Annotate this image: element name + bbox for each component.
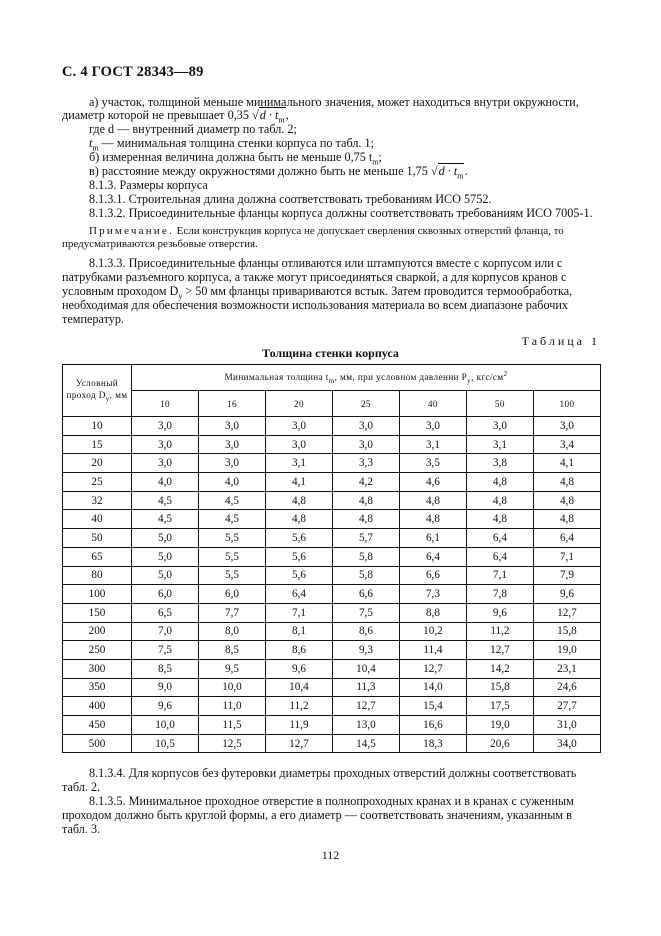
column-group-header: Минимальная толщина $t_m$, мм, при условном давлении $P_y$, кгс/$см^2$ [132, 365, 601, 391]
table-row [63, 678, 601, 697]
thickness-cell: 4,8 [466, 473, 533, 492]
thickness-cell: 7,1 [533, 547, 600, 566]
thickness-cell: 9,6 [466, 603, 533, 622]
thickness-cell: 6,5 [132, 603, 199, 622]
section-8-1-3-3-line-2: патрубками разъемного корпуса, а также могут присоединяться сваркой, а для корпусов кранов с [62, 270, 567, 284]
nominal-bore-cell: 150 [63, 603, 132, 622]
thickness-cell: 6,0 [198, 585, 265, 604]
thickness-cell: 8,0 [198, 622, 265, 641]
nominal-bore-cell: 65 [63, 547, 132, 566]
sqrt-symbol: √ [252, 108, 259, 122]
thickness-cell: 12,5 [198, 734, 265, 753]
nominal-bore-cell: 300 [63, 659, 132, 678]
section-8-1-3-5-line-3: табл. 3. [62, 822, 101, 836]
thickness-cell: 3,0 [533, 417, 600, 436]
table-row [63, 529, 601, 548]
thickness-cell: 10,0 [132, 716, 199, 735]
section-8-1-3-3-line-1: 8.1.3.3. Присоединительные фланцы отливаются или штампуются вместе с корпусом или с [89, 256, 563, 270]
table-row [63, 473, 601, 492]
pressure-header: 10 [132, 391, 199, 417]
thickness-cell: 7,0 [132, 622, 199, 641]
thickness-cell: 15,8 [466, 678, 533, 697]
thickness-cell: 7,9 [533, 566, 600, 585]
section-8-1-3-4-line-1: 8.1.3.4. Для корпусов без футеровки диаметры проходных отверстий должны соответствовать [89, 766, 577, 780]
thickness-cell: 3,0 [399, 417, 466, 436]
radicand: $d \cdot t_m$ [259, 108, 285, 125]
thickness-cell: 4,5 [198, 491, 265, 510]
nominal-bore-cell: 10 [63, 417, 132, 436]
thickness-cell: 31,0 [533, 716, 600, 735]
table-row [63, 435, 601, 454]
thickness-cell: 5,8 [332, 547, 399, 566]
nominal-bore-cell: 450 [63, 716, 132, 735]
thickness-cell: 4,1 [533, 454, 600, 473]
nominal-bore-cell: 50 [63, 529, 132, 548]
thickness-cell: 13,0 [332, 716, 399, 735]
note-line-2: предусматриваются резьбовые отверстия. [62, 238, 258, 250]
thickness-cell: 7,8 [466, 585, 533, 604]
thickness-cell: 7,5 [332, 603, 399, 622]
thickness-cell: 6,4 [399, 547, 466, 566]
thickness-cell: 10,0 [198, 678, 265, 697]
thickness-cell: 4,5 [132, 510, 199, 529]
thickness-cell: 3,1 [265, 454, 332, 473]
table-row [63, 641, 601, 660]
nominal-bore-cell: 25 [63, 473, 132, 492]
thickness-cell: 7,7 [198, 603, 265, 622]
note-label: Примечание. [89, 225, 174, 237]
thickness-cell: 6,4 [265, 585, 332, 604]
thickness-cell: 8,8 [399, 603, 466, 622]
pressure-header: 16 [198, 391, 265, 417]
pressure-header: 40 [399, 391, 466, 417]
table-row [63, 697, 601, 716]
item-a-line-2: диаметр которой не превышает 0,35 $√d \cdot t_m$, [62, 108, 289, 125]
thickness-cell: 4,8 [332, 491, 399, 510]
thickness-cell: 3,0 [132, 417, 199, 436]
thickness-cell: 5,6 [265, 566, 332, 585]
thickness-cell: 19,0 [533, 641, 600, 660]
thickness-cell: 10,5 [132, 734, 199, 753]
thickness-cell: 4,8 [533, 510, 600, 529]
nominal-bore-cell: 15 [63, 435, 132, 454]
thickness-cell: 3,0 [132, 454, 199, 473]
thickness-cell: 4,8 [533, 473, 600, 492]
thickness-cell: 4,5 [198, 510, 265, 529]
pressure-header: 20 [265, 391, 332, 417]
thickness-cell: 4,8 [466, 491, 533, 510]
pressure-header: 100 [533, 391, 600, 417]
thickness-cell: 34,0 [533, 734, 600, 753]
thickness-cell: 3,0 [466, 417, 533, 436]
section-8-1-3: 8.1.3. Размеры корпуса [89, 178, 208, 192]
section-8-1-3-3-line-4: необходимая для обеспечения возможности использования материала во всем диапазоне рабочих [62, 298, 569, 312]
thickness-cell: 5,7 [332, 529, 399, 548]
thickness-cell: 3,4 [533, 435, 600, 454]
thickness-cell: 6,4 [466, 547, 533, 566]
thickness-cell: 4,2 [332, 473, 399, 492]
thickness-cell: 5,0 [132, 547, 199, 566]
section-8-1-3-3-line-3: условным проходом $D_y > 50$ мм фланцы привариваются встык. Затем проводится термообработка, [62, 284, 573, 301]
thickness-cell: 4,8 [265, 510, 332, 529]
thickness-cell: 24,6 [533, 678, 600, 697]
thickness-cell: 9,5 [198, 659, 265, 678]
thickness-cell: 12,7 [399, 659, 466, 678]
item-a-line-1: а) участок, толщиной меньше минимального значения, может находиться внутри окружности, [89, 95, 579, 109]
thickness-cell: 11,9 [265, 716, 332, 735]
thickness-cell: 11,3 [332, 678, 399, 697]
table-row [63, 491, 601, 510]
wall-thickness-table [62, 364, 601, 753]
thickness-cell: 9,3 [332, 641, 399, 660]
nominal-bore-cell: 500 [63, 734, 132, 753]
thickness-cell: 5,5 [198, 547, 265, 566]
table-row [63, 659, 601, 678]
section-8-1-3-5-line-2: проходом должно быть круглой формы, а его диаметр — соответствовать значениям, указанным в [62, 808, 572, 822]
thickness-cell: 5,0 [132, 566, 199, 585]
pressure-header: 25 [332, 391, 399, 417]
thickness-cell: 6,6 [399, 566, 466, 585]
thickness-cell: 27,7 [533, 697, 600, 716]
thickness-cell: 3,0 [332, 417, 399, 436]
nominal-bore-cell: 20 [63, 454, 132, 473]
thickness-cell: 3,8 [466, 454, 533, 473]
thickness-cell: 17,5 [466, 697, 533, 716]
thickness-cell: 4,5 [132, 491, 199, 510]
section-8-1-3-5-line-1: 8.1.3.5. Минимальное проходное отверстие в полнопроходных кранах и в кранах с суженным [89, 794, 574, 808]
section-8-1-3-3-line-5: температур. [62, 312, 124, 326]
table-row [63, 603, 601, 622]
thickness-cell: 8,5 [132, 659, 199, 678]
thickness-cell: 5,5 [198, 566, 265, 585]
radicand: $d \cdot t_m$ [438, 164, 464, 181]
nominal-bore-cell: 40 [63, 510, 132, 529]
thickness-cell: 4,1 [265, 473, 332, 492]
thickness-cell: 6,1 [399, 529, 466, 548]
thickness-cell: 3,0 [332, 435, 399, 454]
thickness-cell: 3,0 [198, 417, 265, 436]
section-8-1-3-2: 8.1.3.2. Присоединительные фланцы корпуса должны соответствовать требованиям ИСО 7005-1. [89, 206, 593, 220]
thickness-cell: 11,5 [198, 716, 265, 735]
thickness-cell: 3,0 [198, 435, 265, 454]
thickness-cell: 3,3 [332, 454, 399, 473]
nominal-bore-cell: 350 [63, 678, 132, 697]
nominal-bore-cell: 200 [63, 622, 132, 641]
table-row [63, 585, 601, 604]
thickness-cell: 18,3 [399, 734, 466, 753]
thickness-cell: 4,8 [399, 491, 466, 510]
thickness-cell: 7,5 [132, 641, 199, 660]
section-8-1-3-1: 8.1.3.1. Строительная длина должна соответствовать требованиям ИСО 5752. [89, 192, 492, 206]
table-label: Таблица 1 [521, 334, 600, 348]
thickness-cell: 3,0 [265, 435, 332, 454]
thickness-cell: 23,1 [533, 659, 600, 678]
thickness-cell: 9,6 [533, 585, 600, 604]
thickness-cell: 3,1 [466, 435, 533, 454]
thickness-cell: 16,6 [399, 716, 466, 735]
thickness-cell: 14,5 [332, 734, 399, 753]
item-a-line-4: $t_m$ — минимальная толщина стенки корпуса по табл. 1; [89, 136, 374, 153]
thickness-cell: 15,4 [399, 697, 466, 716]
page-number: 112 [321, 848, 340, 862]
thickness-cell: 12,7 [466, 641, 533, 660]
table-row [63, 417, 601, 436]
thickness-cell: 11,2 [466, 622, 533, 641]
thickness-cell: 10,4 [332, 659, 399, 678]
thickness-cell: 7,3 [399, 585, 466, 604]
thickness-cell: 7,1 [265, 603, 332, 622]
item-b: б) измеренная величина должна быть не меньше 0,75 $t_m$; [89, 150, 382, 167]
thickness-cell: 5,8 [332, 566, 399, 585]
thickness-cell: 19,0 [466, 716, 533, 735]
column-header-nominal-bore: Условный проход $D_y$, мм [63, 365, 132, 417]
table-row [63, 622, 601, 641]
nominal-bore-cell: 32 [63, 491, 132, 510]
thickness-cell: 8,6 [332, 622, 399, 641]
table-row [63, 734, 601, 753]
thickness-cell: 6,6 [332, 585, 399, 604]
pressure-header: 50 [466, 391, 533, 417]
table-row [63, 566, 601, 585]
thickness-cell: 8,6 [265, 641, 332, 660]
thickness-cell: 10,4 [265, 678, 332, 697]
thickness-cell: 10,2 [399, 622, 466, 641]
thickness-cell: 12,7 [533, 603, 600, 622]
thickness-cell: 5,6 [265, 547, 332, 566]
table-row [63, 510, 601, 529]
table-row [63, 454, 601, 473]
thickness-cell: 14,0 [399, 678, 466, 697]
thickness-cell: 4,8 [332, 510, 399, 529]
thickness-cell: 4,8 [466, 510, 533, 529]
thickness-cell: 20,6 [466, 734, 533, 753]
thickness-cell: 3,5 [399, 454, 466, 473]
thickness-cell: 14,2 [466, 659, 533, 678]
thickness-cell: 6,0 [132, 585, 199, 604]
page-header: С. 4 ГОСТ 28343—89 [62, 64, 204, 80]
thickness-cell: 3,0 [198, 454, 265, 473]
sqrt-symbol: √ [430, 164, 438, 178]
thickness-cell: 4,8 [533, 491, 600, 510]
thickness-cell: 15,8 [533, 622, 600, 641]
thickness-cell: 11,4 [399, 641, 466, 660]
nominal-bore-cell: 250 [63, 641, 132, 660]
thickness-cell: 3,0 [132, 435, 199, 454]
nominal-bore-cell: 80 [63, 566, 132, 585]
item-a-line-3: где d — внутренний диаметр по табл. 2; [89, 122, 297, 136]
nominal-bore-cell: 400 [63, 697, 132, 716]
thickness-cell: 6,4 [533, 529, 600, 548]
table-row [63, 547, 601, 566]
thickness-cell: 5,6 [265, 529, 332, 548]
thickness-cell: 9,6 [132, 697, 199, 716]
thickness-cell: 4,8 [399, 510, 466, 529]
thickness-cell: 4,0 [198, 473, 265, 492]
thickness-cell: 5,0 [132, 529, 199, 548]
item-c: в) расстояние между окружностями должно быть не меньше 1,75 $√d \cdot t_m$. [89, 164, 468, 181]
thickness-cell: 8,5 [198, 641, 265, 660]
thickness-cell: 9,6 [265, 659, 332, 678]
nominal-bore-cell: 100 [63, 585, 132, 604]
note-line-1: Примечание. Если конструкция корпуса не допускает сверления сквозных отверстий фланца, то [89, 225, 564, 237]
section-8-1-3-4-line-2: табл. 2. [62, 780, 101, 794]
thickness-cell: 8,1 [265, 622, 332, 641]
thickness-cell: 3,0 [265, 417, 332, 436]
thickness-cell: 11,2 [265, 697, 332, 716]
thickness-cell: 4,8 [265, 491, 332, 510]
table-row [63, 716, 601, 735]
thickness-cell: 6,4 [466, 529, 533, 548]
thickness-cell: 3,1 [399, 435, 466, 454]
thickness-cell: 11,0 [198, 697, 265, 716]
thickness-cell: 4,6 [399, 473, 466, 492]
thickness-cell: 4,0 [132, 473, 199, 492]
thickness-cell: 5,5 [198, 529, 265, 548]
thickness-cell: 12,7 [332, 697, 399, 716]
thickness-cell: 9,0 [132, 678, 199, 697]
thickness-cell: 7,1 [466, 566, 533, 585]
thickness-cell: 12,7 [265, 734, 332, 753]
table-title: Толщина стенки корпуса [262, 346, 399, 360]
